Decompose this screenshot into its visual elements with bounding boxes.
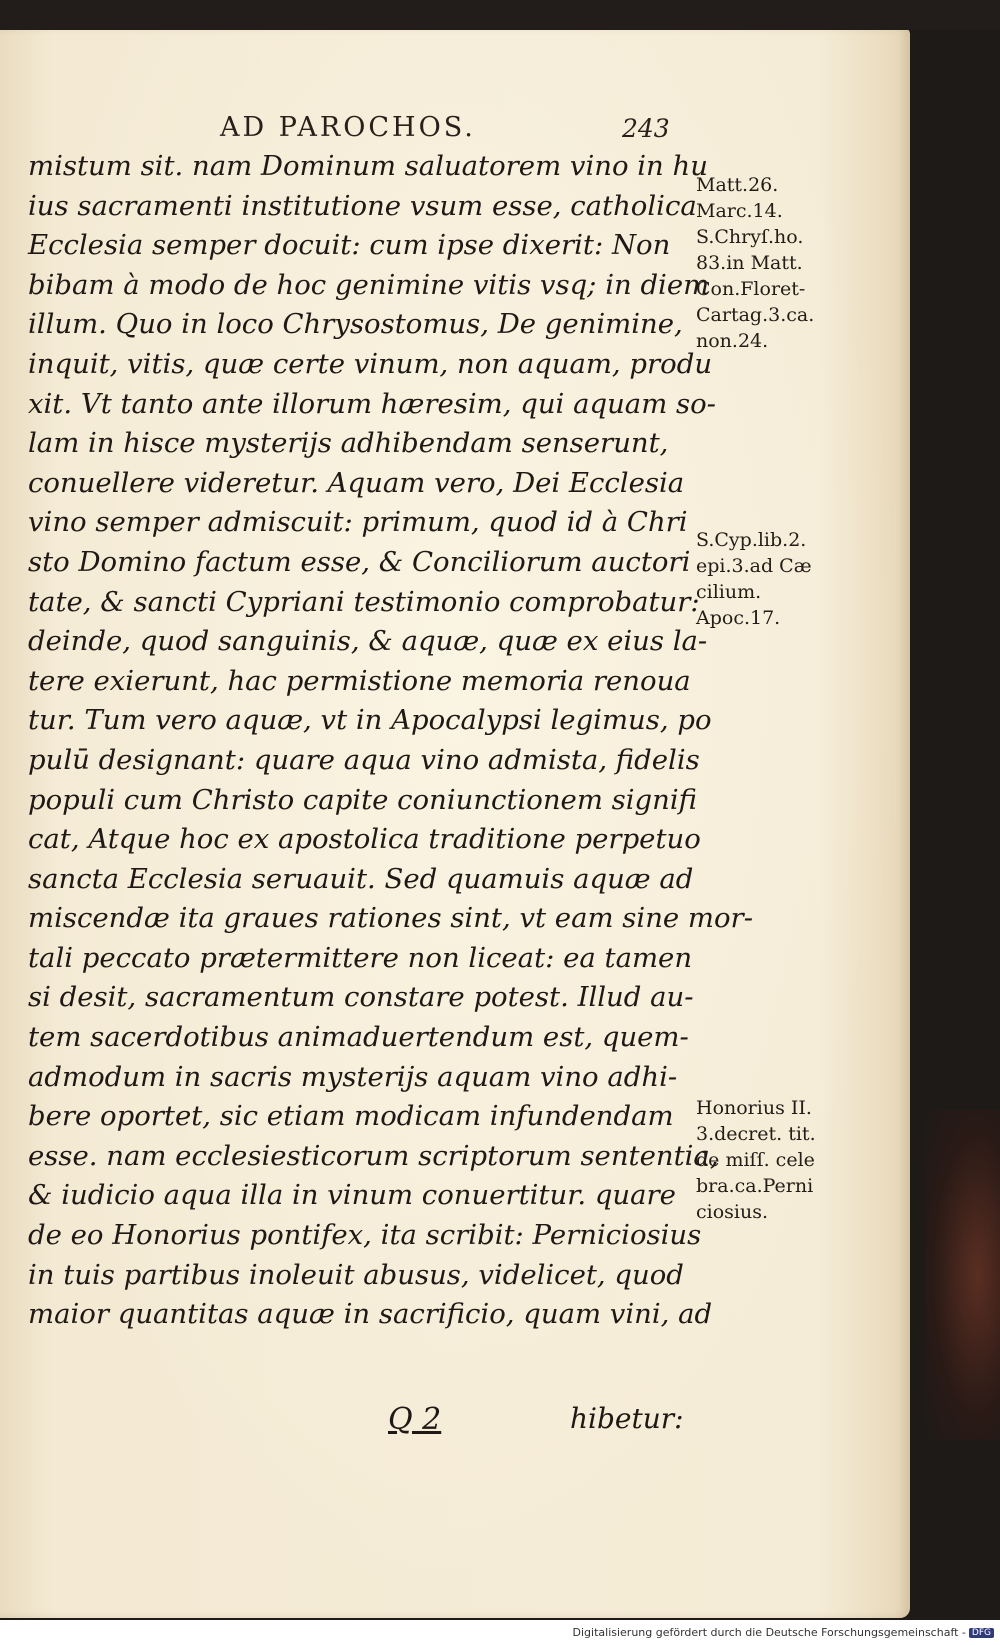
text-line: admodum in sacris mysterijs aquam vino adhi- [28,1060,678,1093]
text-line: sto Domino factum esse, & Conciliorum auctori [28,545,691,578]
text-line: de eo Honorius pontifex, ita scribit: Perniciosius [28,1219,702,1252]
text-line: lam in hisce mysterijs adhibendam senserunt, [28,427,669,460]
text-line: populi cum Christo capite coniunctionem signifi [28,783,698,816]
dfg-logo: DFG [969,1628,994,1638]
text-line: tere exierunt, hac permistione memoria renoua [28,664,691,697]
text-line: bibam à modo de hoc genimine vitis vsq; in diem [28,268,710,301]
text-line: tem sacerdotibus animaduertendum est, quem- [28,1021,689,1054]
text-line: illum. Quo in loco Chrysostomus, De genimine, [28,308,683,341]
text-line: xit. Vt tanto ante illorum hæresim, qui aquam so- [28,387,716,420]
margin-note-line: Marc.14. [696,200,783,222]
margin-note-line: S.Chryſ.ho. [696,226,804,248]
margin-note-line: Apoc.17. [696,607,781,629]
margin-note-cyprian [696,527,846,631]
margin-note-line: 3.decret. tit. [696,1123,816,1145]
margin-note-line: ciosius. [696,1201,769,1223]
text-line: esse. nam ecclesiesticorum scriptorum sententia, [28,1139,719,1172]
text-line: ius sacramenti institutione vsum esse, catholica [28,189,697,222]
text-line: tur. Tum vero aquæ, vt in Apocalypsi legimus, po [28,704,712,737]
page-number: 243 [622,114,670,143]
signature-mark: Q 2 [388,1402,442,1437]
text-line: inquit, vitis, quæ certe vinum, non aquam, produ [28,347,713,380]
text-line: vino semper admiscuit: primum, quod id à Chri [28,506,688,539]
margin-note-line: non.24. [696,330,769,352]
text-line: tali peccato prætermittere non liceat: ea tamen [28,941,693,974]
margin-note-line: de miſſ. cele [696,1149,815,1171]
scanner-shadow [925,1110,1000,1440]
text-line: deinde, quod sanguinis, & aquæ, quæ ex eius la- [28,625,708,658]
running-head: AD PAROCHOS. [220,112,476,143]
margin-note-line: Matt.26. [696,174,779,196]
margin-note-line: 83.in Matt. [696,252,803,274]
text-line: cat, Atque hoc ex apostolica traditione perpetuo [28,823,701,856]
text-line: conuellere videretur. Aquam vero, Dei Ecclesia [28,466,685,499]
text-line: miscendæ ita graues rationes sint, vt eam sine mor- [28,902,753,935]
margin-note-line: Honorius II. [696,1097,812,1119]
text-line: si desit, sacramentum constare potest. Illud au- [28,981,694,1014]
text-line: in tuis partibus inoleuit abusus, videlicet, quod [28,1258,684,1291]
text-line: Ecclesia semper docuit: cum ipse dixerit: Non [28,229,671,262]
text-line: tate, & sancti Cypriani testimonio comprobatur: [28,585,700,618]
text-line: maior quantitas aquæ in sacrificio, quam vini, ad [28,1298,713,1331]
digitization-credit [573,1626,994,1639]
text-line: bere oportet, sic etiam modicam infundendam [28,1100,674,1133]
catchword: hibetur: [570,1402,684,1435]
text-line: mistum sit. nam Dominum saluatorem vino in hu [28,150,708,182]
text-line: & iudicio aqua illa in vinum conuertitur. quare [28,1179,676,1212]
credit-text: Digitalisierung gefördert durch die Deutsche Forschungsgemeinschaft - [572,1626,966,1639]
top-edge [0,0,1000,30]
margin-note-line: bra.ca.Perni [696,1175,814,1197]
margin-note-honorius [696,1095,846,1225]
margin-note-line: epi.3.ad Cæ [696,555,812,577]
text-line: pulū designant: quare aqua vino admista, fidelis [28,743,700,776]
margin-note-matthew [696,172,846,354]
margin-note-line: Con.Floret- [696,278,806,300]
text-line: sancta Ecclesia seruauit. Sed quamuis aquæ ad [28,862,694,895]
margin-note-line: cilium. [696,581,762,603]
margin-note-line: Cartag.3.ca. [696,304,815,326]
margin-note-line: S.Cyp.lib.2. [696,529,807,551]
